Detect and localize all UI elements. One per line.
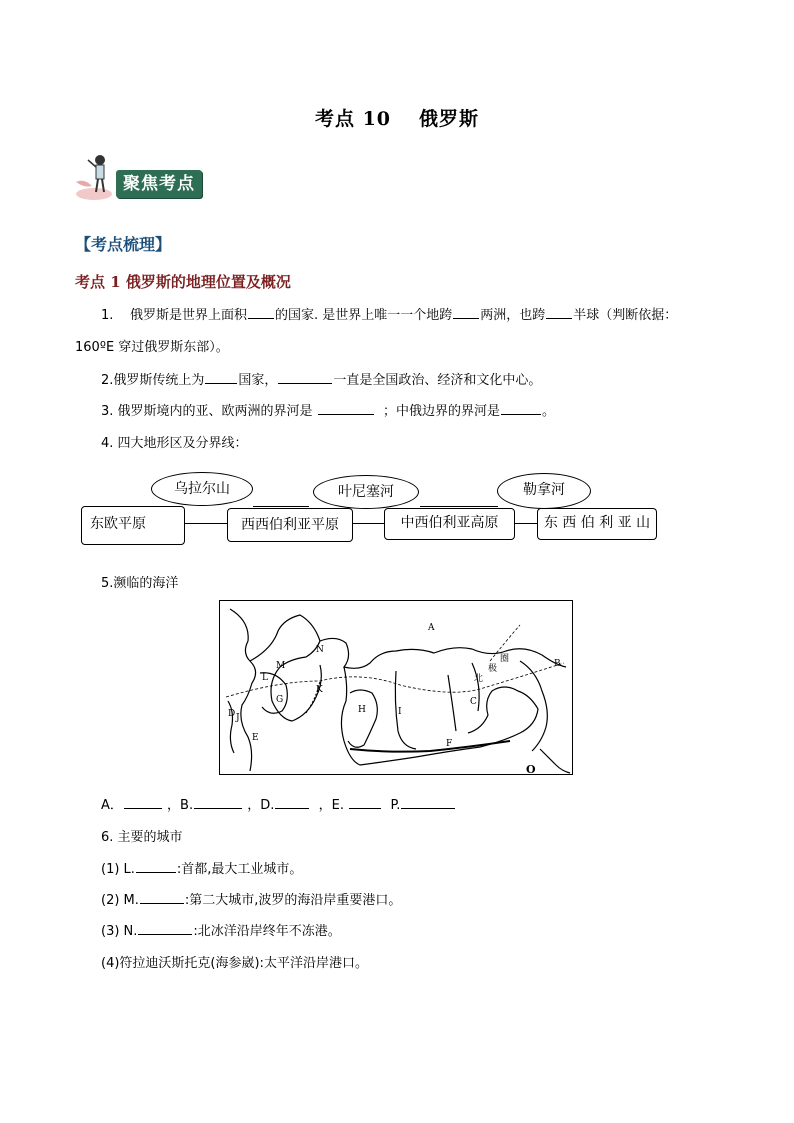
answer-blank-b[interactable] bbox=[194, 796, 242, 809]
q1-text-b: 的国家. 是世界上唯一一个地跨 bbox=[274, 308, 453, 323]
connector-line bbox=[253, 506, 309, 507]
map-label: E bbox=[252, 733, 259, 743]
question-1 bbox=[101, 304, 677, 323]
map-label: 极 bbox=[488, 664, 498, 674]
landform-box: 东 西 伯 利 亚 山 bbox=[537, 508, 657, 540]
connector-line bbox=[420, 506, 498, 507]
q2-text-c: 一直是全国政治、经济和文化中心。 bbox=[333, 373, 542, 388]
city-2-desc: :第二大城市,波罗的海沿岸重要港口。 bbox=[184, 893, 402, 908]
question-1-line-2: 160ºE 穿过俄罗斯东部）。 bbox=[75, 340, 229, 355]
city-2-blank[interactable] bbox=[140, 891, 184, 904]
connector-line bbox=[353, 523, 384, 524]
russia-map bbox=[219, 600, 573, 775]
map-label: L bbox=[262, 673, 268, 683]
question-3 bbox=[101, 400, 555, 419]
russia-outline bbox=[220, 601, 572, 774]
connector-line bbox=[185, 523, 227, 524]
q3-text-c: 。 bbox=[541, 404, 555, 419]
map-label: J bbox=[236, 713, 240, 723]
student-figure-icon bbox=[74, 152, 122, 202]
city-item-4: (4)符拉迪沃斯托克(海参崴):太平洋沿岸港口。 bbox=[101, 956, 368, 971]
title-name: 俄罗斯 bbox=[419, 108, 480, 130]
connector-line bbox=[515, 523, 537, 524]
city-2-label: (2) M. bbox=[101, 893, 139, 908]
q2-blank-1[interactable] bbox=[205, 371, 237, 384]
answer-label-b: ，B. bbox=[167, 798, 194, 813]
title-prefix: 考点 10 bbox=[314, 108, 392, 130]
answer-label-e: ，E. bbox=[318, 798, 345, 813]
q3-text-a: 3. 俄罗斯境内的亚、欧两洲的界河是 bbox=[101, 404, 313, 419]
city-1-blank[interactable] bbox=[136, 860, 176, 873]
map-label: 北 bbox=[474, 674, 484, 684]
q1-text-a: 俄罗斯是世界上面积 bbox=[129, 308, 247, 323]
q1-blank-2[interactable] bbox=[453, 306, 479, 319]
city-1-desc: :首都,最大工业城市。 bbox=[176, 862, 303, 877]
map-label: O bbox=[526, 763, 536, 776]
question-4: 4. 四大地形区及分界线： bbox=[101, 436, 248, 451]
q1-text-d: 半球（判断依据： bbox=[573, 308, 678, 323]
city-item-2 bbox=[101, 889, 401, 908]
q3-blank-2[interactable] bbox=[501, 402, 541, 415]
page-title bbox=[0, 104, 794, 131]
q2-text-b: 国家， bbox=[238, 373, 278, 388]
city-3-blank[interactable] bbox=[138, 922, 192, 935]
question-6: 6. 主要的城市 bbox=[101, 830, 183, 845]
landform-box: 中西伯利亚高原 bbox=[384, 508, 515, 540]
map-label: D bbox=[228, 709, 236, 719]
q2-text-a: 2.俄罗斯传统上为 bbox=[101, 373, 205, 388]
q3-blank-1[interactable] bbox=[318, 402, 374, 415]
answer-blank-p[interactable] bbox=[401, 796, 455, 809]
answer-blank-e[interactable] bbox=[349, 796, 381, 809]
section-heading: 【考点梳理】 bbox=[75, 235, 172, 254]
q1-blank-3[interactable] bbox=[546, 306, 572, 319]
subsection-heading: 考点 1 俄罗斯的地理位置及概况 bbox=[75, 273, 291, 291]
landform-box: 东欧平原 bbox=[81, 506, 185, 545]
divider-ellipse: 叶尼塞河 bbox=[313, 475, 419, 509]
map-label: M bbox=[276, 661, 286, 671]
landform-box: 西西伯利亚平原 bbox=[227, 508, 353, 542]
divider-ellipse: 勒拿河 bbox=[497, 473, 591, 509]
q3-text-b: ；中俄边界的界河是 bbox=[382, 404, 500, 419]
map-label: H bbox=[358, 705, 366, 715]
divider-ellipse: 乌拉尔山 bbox=[151, 472, 253, 506]
question-5: 5.濒临的海洋 bbox=[101, 576, 179, 591]
q1-blank-1[interactable] bbox=[248, 306, 274, 319]
map-label: 圈 bbox=[500, 654, 510, 664]
map-label: F bbox=[446, 739, 453, 749]
answer-label-a: A． bbox=[101, 798, 123, 813]
q1-number: 1. bbox=[101, 308, 114, 323]
answer-label-d: ，D. bbox=[247, 798, 275, 813]
map-label: G bbox=[276, 695, 284, 705]
city-item-3 bbox=[101, 920, 341, 939]
map-answers bbox=[101, 794, 456, 813]
focus-banner bbox=[74, 152, 202, 202]
answer-label-p: P. bbox=[390, 798, 401, 813]
answer-blank-d[interactable] bbox=[275, 796, 309, 809]
city-3-label: (3) N. bbox=[101, 924, 138, 939]
map-label: B bbox=[554, 659, 561, 669]
map-label: N bbox=[316, 645, 324, 655]
map-label: A bbox=[428, 623, 435, 633]
map-label: K bbox=[316, 685, 323, 695]
answer-blank-a[interactable] bbox=[124, 796, 162, 809]
banner-label: 聚焦考点 bbox=[116, 170, 202, 198]
city-3-desc: :北冰洋沿岸终年不冻港。 bbox=[193, 924, 341, 939]
city-1-label: (1) L. bbox=[101, 862, 135, 877]
city-item-1 bbox=[101, 858, 302, 877]
map-label: I bbox=[398, 707, 402, 717]
q2-blank-2[interactable] bbox=[278, 371, 332, 384]
map-label: C bbox=[470, 697, 477, 707]
q1-text-c: 两洲，也跨 bbox=[480, 308, 546, 323]
question-2 bbox=[101, 369, 541, 388]
